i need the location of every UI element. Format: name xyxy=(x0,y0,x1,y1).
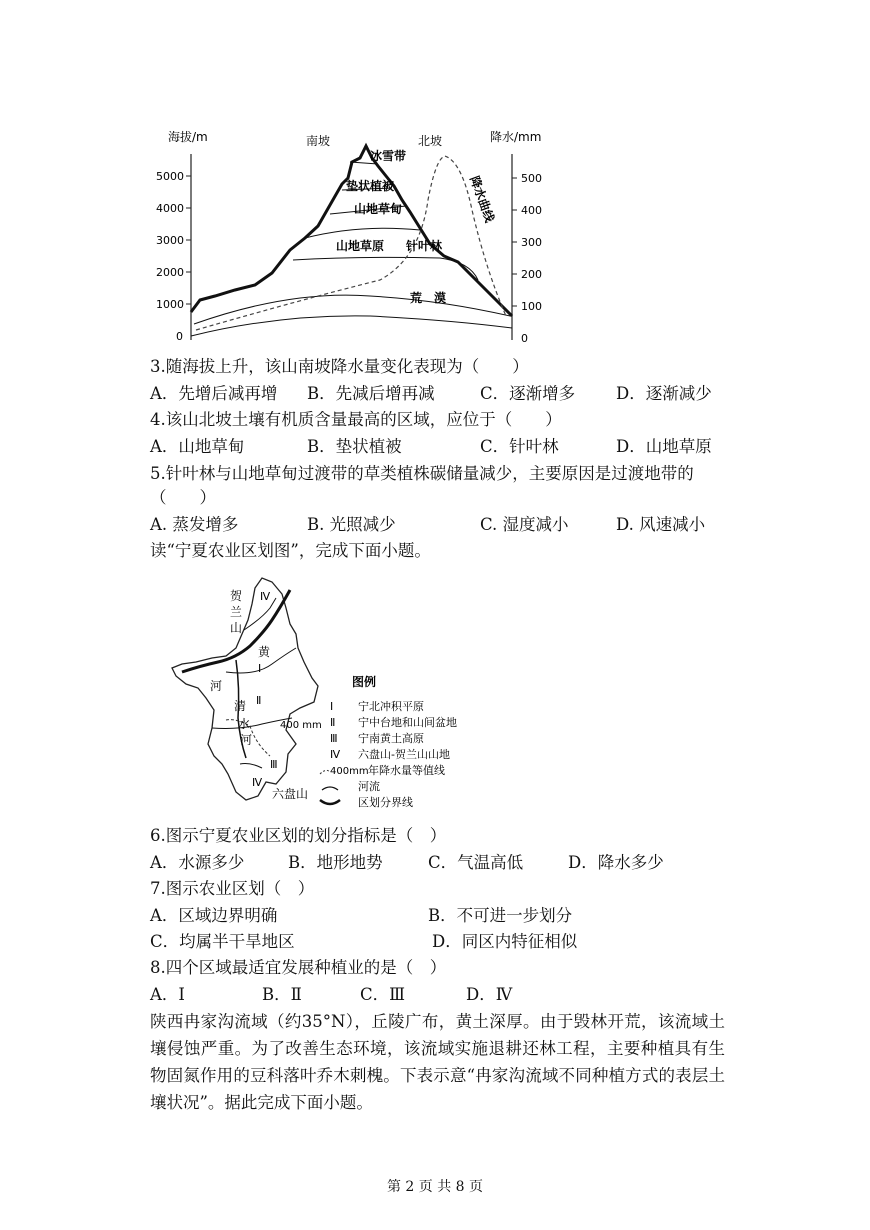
map-legend xyxy=(320,674,457,809)
option[interactable]: A．先增后减再增 xyxy=(150,384,278,403)
legend-isohyet-symbol xyxy=(320,770,330,774)
y-tick: 2000 xyxy=(156,266,184,279)
y-tick: 0 xyxy=(176,330,183,343)
passage-text: 陕西冉家沟流域（约35°N），丘陵广布，黄土深厚。由于毁林开荒，该流域土壤侵蚀严重。为了改善生态环境，该流域实施退耕还林工程，主要种植具有生物固氮作用的豆科落叶乔木刺槐。下表示意“冉家沟流域不同种植方式的表层土壤状况”。据此完成下面小题。 xyxy=(150,1012,725,1112)
legend-text: 河流 xyxy=(358,780,380,793)
option[interactable]: D．Ⅳ xyxy=(466,985,513,1004)
map-label: 山 xyxy=(230,621,243,635)
map-intro: 读“宁夏农业区划图”，完成下面小题。 xyxy=(150,541,431,560)
map-label: 贺 xyxy=(230,589,243,603)
option[interactable]: A．区域边界明确 xyxy=(150,906,278,925)
legend-isohyet-value: 400mm xyxy=(330,766,369,777)
option[interactable]: A．山地草甸 xyxy=(150,437,245,456)
division-line xyxy=(240,764,262,769)
map-label: 清 xyxy=(234,699,247,713)
y2-axis-label: 降水/mm xyxy=(490,130,542,144)
y-tick: 1000 xyxy=(156,298,184,311)
isohyet-label: 400 mm xyxy=(280,720,322,731)
curve-label: 降水曲线 xyxy=(467,174,497,225)
legend-title: 图例 xyxy=(352,675,377,689)
question-3-stem: 3.随海拔上升，该山南坡降水量变化表现为（ ） xyxy=(150,357,529,376)
legend-text: 宁南黄土高原 xyxy=(358,732,424,745)
option[interactable]: C．气温高低 xyxy=(428,853,524,872)
legend-text: 六盘山-贺兰山山地 xyxy=(358,748,450,761)
zone-label: 针叶林 xyxy=(406,239,443,253)
question-5-stem: 5.针叶林与山地草甸过渡带的草类植株碳储量减少，主要原因是过渡地带的 xyxy=(150,464,694,483)
left-ticks xyxy=(156,170,191,343)
legend-river-symbol xyxy=(322,787,338,790)
y-tick: 4000 xyxy=(156,202,184,215)
option[interactable]: C．均属半干旱地区 xyxy=(150,932,295,951)
region-label: Ⅲ xyxy=(270,758,278,771)
map-label: 河 xyxy=(240,733,253,747)
mountain-profile-figure xyxy=(0,0,870,360)
province-outline xyxy=(172,578,318,800)
south-slope-label: 南坡 xyxy=(306,134,331,148)
option[interactable]: B．垫状植被 xyxy=(307,437,402,456)
right-ticks xyxy=(512,172,542,345)
map-label: 黄 xyxy=(258,645,271,659)
option[interactable]: C. 湿度减小 xyxy=(480,515,569,534)
ningxia-map xyxy=(0,568,870,828)
zone-label: 垫状植被 xyxy=(346,179,395,193)
region-label: Ⅱ xyxy=(256,694,262,707)
option[interactable]: C．针叶林 xyxy=(480,437,559,456)
legend-text: 宁北冲积平原 xyxy=(358,700,424,713)
y2-tick: 300 xyxy=(521,236,542,249)
question-5-stem-2: （ ） xyxy=(150,488,216,507)
zone-label: 荒 漠 xyxy=(410,291,447,305)
zone-line xyxy=(194,295,510,324)
option[interactable]: B．地形地势 xyxy=(288,853,383,872)
zone-label: 山地草原 xyxy=(336,239,385,253)
question-8-stem: 8.四个区域最适宜发展种植业的是（ ） xyxy=(150,958,447,977)
y-axis-label: 海拔/m xyxy=(168,130,208,144)
y2-tick: 200 xyxy=(521,268,542,281)
y2-tick: 400 xyxy=(521,204,542,217)
y2-tick: 0 xyxy=(521,332,528,345)
legend-symbol: Ⅱ xyxy=(330,716,336,729)
question-6-stem: 6.图示宁夏农业区划的划分指标是（ ） xyxy=(150,826,447,845)
option[interactable]: C．Ⅲ xyxy=(360,985,406,1004)
option[interactable]: D．逐渐减少 xyxy=(616,384,712,403)
option[interactable]: B．不可进一步划分 xyxy=(428,906,573,925)
option[interactable]: D．降水多少 xyxy=(568,853,664,872)
map-label: 兰 xyxy=(230,605,243,619)
base-line xyxy=(191,316,512,336)
page-footer: 第 2 页 共 8 页 xyxy=(386,1179,484,1195)
option[interactable]: B．先减后增再减 xyxy=(307,384,435,403)
region-label: Ⅳ xyxy=(260,590,271,603)
region-label: Ⅰ xyxy=(258,662,262,675)
legend-symbol: Ⅰ xyxy=(330,700,334,713)
north-slope-label: 北坡 xyxy=(418,134,443,148)
option[interactable]: A. 蒸发增多 xyxy=(150,515,239,534)
legend-text: 区划分界线 xyxy=(358,796,413,809)
question-4-stem: 4.该山北坡土壤有机质含量最高的区域，应位于（ ） xyxy=(150,410,562,429)
zone-label: 山地草甸 xyxy=(354,202,403,216)
y-tick: 5000 xyxy=(156,170,184,183)
map-label: 水 xyxy=(238,717,251,731)
legend-division-symbol xyxy=(320,800,340,804)
legend-text: 年降水量等值线 xyxy=(368,764,445,777)
option[interactable]: A．Ⅰ xyxy=(150,985,185,1004)
map-label: 河 xyxy=(210,679,223,693)
legend-text: 宁中台地和山间盆地 xyxy=(358,716,457,729)
option[interactable]: D. 风速减小 xyxy=(616,515,706,534)
y-tick: 3000 xyxy=(156,234,184,247)
zone-label: 冰雪带 xyxy=(370,149,407,163)
option[interactable]: A．水源多少 xyxy=(150,853,245,872)
map-label: 六盘山 xyxy=(272,787,309,801)
y2-tick: 100 xyxy=(521,300,542,313)
option[interactable]: D．山地草原 xyxy=(616,437,712,456)
region-label: Ⅳ xyxy=(252,776,263,789)
mountain-outline xyxy=(191,146,512,316)
option[interactable]: B．Ⅱ xyxy=(262,985,302,1004)
y2-tick: 500 xyxy=(521,172,542,185)
zone-line xyxy=(305,228,420,238)
option[interactable]: C．逐渐增多 xyxy=(480,384,576,403)
option[interactable]: D．同区内特征相似 xyxy=(432,932,578,951)
legend-symbol: Ⅳ xyxy=(330,748,341,761)
legend-symbol: Ⅲ xyxy=(330,732,338,745)
question-7-stem: 7.图示农业区划（ ） xyxy=(150,879,315,898)
option[interactable]: B. 光照减少 xyxy=(307,515,396,534)
